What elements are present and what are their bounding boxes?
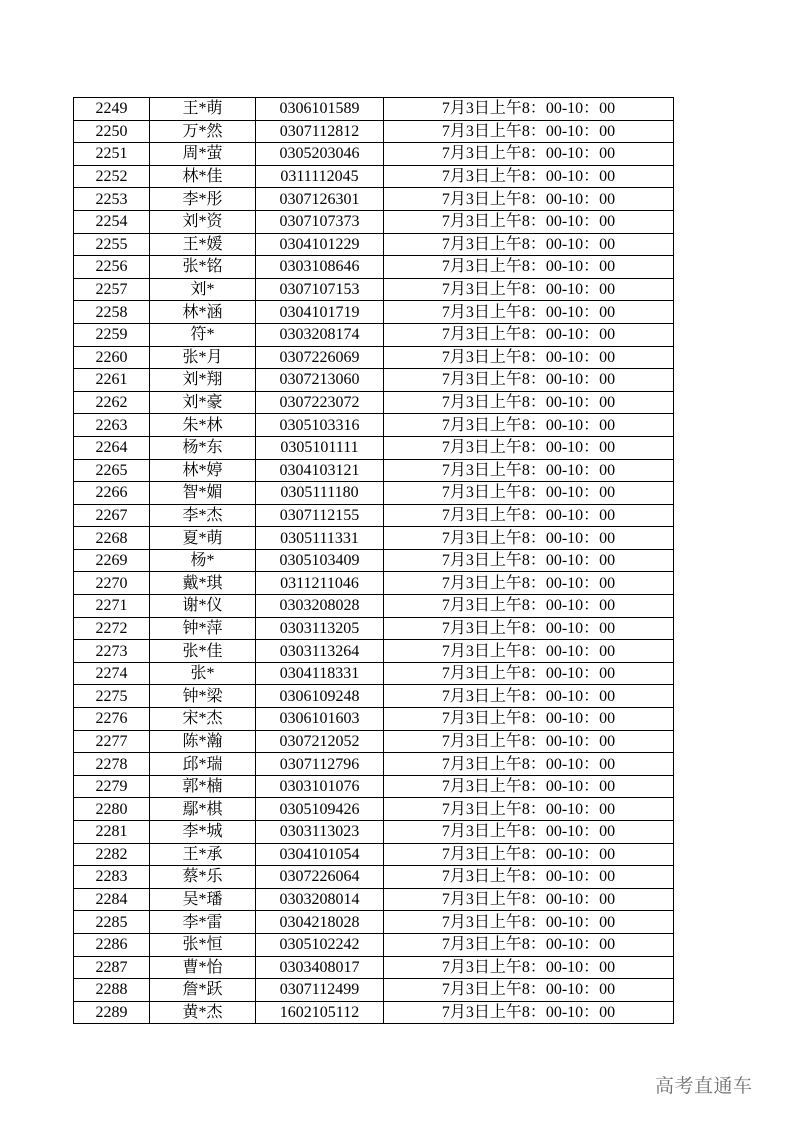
student-name-cell: 刘*豪	[150, 391, 256, 414]
student-name-cell: 王*媛	[150, 233, 256, 256]
student-id-cell: 0307107153	[256, 278, 384, 301]
table-row	[74, 188, 674, 211]
exam-time-cell: 7月3日上午8：00-10：00	[384, 482, 674, 505]
student-id-cell: 0303101076	[256, 775, 384, 798]
row-number-cell: 2255	[74, 233, 150, 256]
table-row	[74, 369, 674, 392]
exam-time-cell: 7月3日上午8：00-10：00	[384, 821, 674, 844]
exam-time-cell: 7月3日上午8：00-10：00	[384, 617, 674, 640]
row-number-cell: 2264	[74, 436, 150, 459]
student-name-cell: 张*月	[150, 346, 256, 369]
student-name-cell: 李*雷	[150, 911, 256, 934]
student-name-cell: 朱*林	[150, 414, 256, 437]
table-row	[74, 482, 674, 505]
table-row	[74, 911, 674, 934]
table-row	[74, 888, 674, 911]
student-name-cell: 周*萤	[150, 143, 256, 166]
table-row	[74, 979, 674, 1002]
table-row	[74, 459, 674, 482]
row-number-cell: 2265	[74, 459, 150, 482]
student-id-cell: 0306109248	[256, 685, 384, 708]
table-row	[74, 617, 674, 640]
row-number-cell: 2258	[74, 301, 150, 324]
student-name-cell: 符*	[150, 323, 256, 346]
student-id-cell: 0311112045	[256, 165, 384, 188]
exam-time-cell: 7月3日上午8：00-10：00	[384, 278, 674, 301]
exam-time-cell: 7月3日上午8：00-10：00	[384, 685, 674, 708]
row-number-cell: 2271	[74, 595, 150, 618]
student-name-cell: 戴*琪	[150, 572, 256, 595]
student-name-cell: 夏*萌	[150, 527, 256, 550]
row-number-cell: 2282	[74, 843, 150, 866]
student-id-cell: 0307107373	[256, 210, 384, 233]
exam-time-cell: 7月3日上午8：00-10：00	[384, 120, 674, 143]
student-id-cell: 0307112796	[256, 753, 384, 776]
student-name-cell: 鄢*棋	[150, 798, 256, 821]
exam-time-cell: 7月3日上午8：00-10：00	[384, 595, 674, 618]
row-number-cell: 2261	[74, 369, 150, 392]
exam-time-cell: 7月3日上午8：00-10：00	[384, 210, 674, 233]
student-name-cell: 李*城	[150, 821, 256, 844]
row-number-cell: 2273	[74, 640, 150, 663]
student-id-cell: 0304118331	[256, 662, 384, 685]
row-number-cell: 2252	[74, 165, 150, 188]
student-id-cell: 0307223072	[256, 391, 384, 414]
exam-time-cell: 7月3日上午8：00-10：00	[384, 188, 674, 211]
student-name-cell: 李*彤	[150, 188, 256, 211]
table-row	[74, 753, 674, 776]
table-row	[74, 143, 674, 166]
table-row	[74, 866, 674, 889]
table-row	[74, 595, 674, 618]
table-row	[74, 256, 674, 279]
row-number-cell: 2276	[74, 708, 150, 731]
table-row	[74, 210, 674, 233]
table-row	[74, 730, 674, 753]
table-row	[74, 933, 674, 956]
student-id-cell: 0304101054	[256, 843, 384, 866]
exam-time-cell: 7月3日上午8：00-10：00	[384, 391, 674, 414]
row-number-cell: 2250	[74, 120, 150, 143]
exam-time-cell: 7月3日上午8：00-10：00	[384, 775, 674, 798]
row-number-cell: 2262	[74, 391, 150, 414]
student-name-cell: 杨*	[150, 549, 256, 572]
student-id-cell: 0305101111	[256, 436, 384, 459]
exam-time-cell: 7月3日上午8：00-10：00	[384, 323, 674, 346]
student-id-cell: 1602105112	[256, 1001, 384, 1024]
student-name-cell: 林*佳	[150, 165, 256, 188]
exam-time-cell: 7月3日上午8：00-10：00	[384, 798, 674, 821]
student-id-cell: 0303113264	[256, 640, 384, 663]
student-id-cell: 0305111331	[256, 527, 384, 550]
exam-time-cell: 7月3日上午8：00-10：00	[384, 165, 674, 188]
exam-time-cell: 7月3日上午8：00-10：00	[384, 233, 674, 256]
student-id-cell: 0303208014	[256, 888, 384, 911]
row-number-cell: 2254	[74, 210, 150, 233]
table-row	[74, 685, 674, 708]
table-row	[74, 278, 674, 301]
student-id-cell: 0307213060	[256, 369, 384, 392]
row-number-cell: 2270	[74, 572, 150, 595]
row-number-cell: 2289	[74, 1001, 150, 1024]
student-name-cell: 陈*瀚	[150, 730, 256, 753]
student-id-cell: 0305203046	[256, 143, 384, 166]
student-name-cell: 谢*仪	[150, 595, 256, 618]
student-id-cell: 0304101719	[256, 301, 384, 324]
student-id-cell: 0304103121	[256, 459, 384, 482]
table-row	[74, 549, 674, 572]
student-id-cell: 0305103409	[256, 549, 384, 572]
student-name-cell: 詹*跃	[150, 979, 256, 1002]
student-name-cell: 杨*东	[150, 436, 256, 459]
table-row	[74, 504, 674, 527]
table-row	[74, 572, 674, 595]
exam-time-cell: 7月3日上午8：00-10：00	[384, 346, 674, 369]
exam-time-cell: 7月3日上午8：00-10：00	[384, 504, 674, 527]
student-id-cell: 0306101603	[256, 708, 384, 731]
row-number-cell: 2256	[74, 256, 150, 279]
exam-time-cell: 7月3日上午8：00-10：00	[384, 572, 674, 595]
row-number-cell: 2281	[74, 821, 150, 844]
table-row	[74, 165, 674, 188]
exam-schedule-body	[74, 98, 674, 1024]
exam-time-cell: 7月3日上午8：00-10：00	[384, 143, 674, 166]
exam-time-cell: 7月3日上午8：00-10：00	[384, 369, 674, 392]
student-name-cell: 王*承	[150, 843, 256, 866]
student-name-cell: 吴*璠	[150, 888, 256, 911]
table-row	[74, 98, 674, 121]
exam-time-cell: 7月3日上午8：00-10：00	[384, 866, 674, 889]
exam-time-cell: 7月3日上午8：00-10：00	[384, 730, 674, 753]
table-row	[74, 775, 674, 798]
exam-time-cell: 7月3日上午8：00-10：00	[384, 98, 674, 121]
exam-time-cell: 7月3日上午8：00-10：00	[384, 414, 674, 437]
watermark-text: 高考直通车	[655, 1075, 753, 1097]
student-id-cell: 0303208028	[256, 595, 384, 618]
student-id-cell: 0305111180	[256, 482, 384, 505]
student-name-cell: 刘*资	[150, 210, 256, 233]
student-id-cell: 0303113205	[256, 617, 384, 640]
exam-time-cell: 7月3日上午8：00-10：00	[384, 527, 674, 550]
student-name-cell: 郭*楠	[150, 775, 256, 798]
table-row	[74, 956, 674, 979]
row-number-cell: 2269	[74, 549, 150, 572]
student-name-cell: 万*然	[150, 120, 256, 143]
row-number-cell: 2263	[74, 414, 150, 437]
table-row	[74, 821, 674, 844]
table-row	[74, 436, 674, 459]
exam-time-cell: 7月3日上午8：00-10：00	[384, 436, 674, 459]
student-id-cell: 0307112155	[256, 504, 384, 527]
row-number-cell: 2251	[74, 143, 150, 166]
exam-schedule-table	[73, 97, 674, 1024]
table-row	[74, 414, 674, 437]
row-number-cell: 2287	[74, 956, 150, 979]
row-number-cell: 2279	[74, 775, 150, 798]
student-name-cell: 张*佳	[150, 640, 256, 663]
student-id-cell: 0305103316	[256, 414, 384, 437]
row-number-cell: 2283	[74, 866, 150, 889]
student-name-cell: 张*	[150, 662, 256, 685]
exam-time-cell: 7月3日上午8：00-10：00	[384, 549, 674, 572]
row-number-cell: 2277	[74, 730, 150, 753]
table-row	[74, 323, 674, 346]
exam-time-cell: 7月3日上午8：00-10：00	[384, 459, 674, 482]
student-id-cell: 0307226064	[256, 866, 384, 889]
exam-time-cell: 7月3日上午8：00-10：00	[384, 662, 674, 685]
row-number-cell: 2286	[74, 933, 150, 956]
student-name-cell: 钟*萍	[150, 617, 256, 640]
row-number-cell: 2274	[74, 662, 150, 685]
exam-time-cell: 7月3日上午8：00-10：00	[384, 933, 674, 956]
table-row	[74, 301, 674, 324]
student-id-cell: 0307226069	[256, 346, 384, 369]
exam-time-cell: 7月3日上午8：00-10：00	[384, 301, 674, 324]
student-name-cell: 林*涵	[150, 301, 256, 324]
exam-time-cell: 7月3日上午8：00-10：00	[384, 708, 674, 731]
student-name-cell: 张*恒	[150, 933, 256, 956]
student-id-cell: 0305109426	[256, 798, 384, 821]
student-id-cell: 0303408017	[256, 956, 384, 979]
row-number-cell: 2278	[74, 753, 150, 776]
row-number-cell: 2272	[74, 617, 150, 640]
student-id-cell: 0304218028	[256, 911, 384, 934]
student-name-cell: 曹*怡	[150, 956, 256, 979]
student-id-cell: 0307212052	[256, 730, 384, 753]
row-number-cell: 2257	[74, 278, 150, 301]
table-row	[74, 233, 674, 256]
exam-time-cell: 7月3日上午8：00-10：00	[384, 256, 674, 279]
exam-time-cell: 7月3日上午8：00-10：00	[384, 911, 674, 934]
student-id-cell: 0306101589	[256, 98, 384, 121]
table-row	[74, 120, 674, 143]
student-id-cell: 0303113023	[256, 821, 384, 844]
row-number-cell: 2260	[74, 346, 150, 369]
row-number-cell: 2249	[74, 98, 150, 121]
table-row	[74, 346, 674, 369]
student-id-cell: 0307112499	[256, 979, 384, 1002]
student-name-cell: 黄*杰	[150, 1001, 256, 1024]
student-id-cell: 0311211046	[256, 572, 384, 595]
row-number-cell: 2275	[74, 685, 150, 708]
exam-time-cell: 7月3日上午8：00-10：00	[384, 1001, 674, 1024]
student-name-cell: 刘*	[150, 278, 256, 301]
table-row	[74, 1001, 674, 1024]
exam-time-cell: 7月3日上午8：00-10：00	[384, 640, 674, 663]
student-name-cell: 蔡*乐	[150, 866, 256, 889]
student-name-cell: 王*萌	[150, 98, 256, 121]
row-number-cell: 2259	[74, 323, 150, 346]
row-number-cell: 2285	[74, 911, 150, 934]
row-number-cell: 2253	[74, 188, 150, 211]
table-row	[74, 527, 674, 550]
student-name-cell: 刘*翔	[150, 369, 256, 392]
exam-time-cell: 7月3日上午8：00-10：00	[384, 843, 674, 866]
row-number-cell: 2268	[74, 527, 150, 550]
row-number-cell: 2288	[74, 979, 150, 1002]
row-number-cell: 2280	[74, 798, 150, 821]
table-row	[74, 640, 674, 663]
student-name-cell: 钟*梁	[150, 685, 256, 708]
table-row	[74, 843, 674, 866]
student-id-cell: 0303108646	[256, 256, 384, 279]
exam-time-cell: 7月3日上午8：00-10：00	[384, 979, 674, 1002]
student-id-cell: 0303208174	[256, 323, 384, 346]
exam-time-cell: 7月3日上午8：00-10：00	[384, 888, 674, 911]
table-row	[74, 391, 674, 414]
student-name-cell: 林*婷	[150, 459, 256, 482]
row-number-cell: 2267	[74, 504, 150, 527]
student-name-cell: 张*铭	[150, 256, 256, 279]
row-number-cell: 2284	[74, 888, 150, 911]
exam-time-cell: 7月3日上午8：00-10：00	[384, 956, 674, 979]
exam-time-cell: 7月3日上午8：00-10：00	[384, 753, 674, 776]
student-name-cell: 智*媚	[150, 482, 256, 505]
student-name-cell: 邱*瑞	[150, 753, 256, 776]
student-name-cell: 李*杰	[150, 504, 256, 527]
student-id-cell: 0307112812	[256, 120, 384, 143]
student-id-cell: 0305102242	[256, 933, 384, 956]
table-row	[74, 798, 674, 821]
row-number-cell: 2266	[74, 482, 150, 505]
student-id-cell: 0307126301	[256, 188, 384, 211]
student-id-cell: 0304101229	[256, 233, 384, 256]
table-row	[74, 708, 674, 731]
table-row	[74, 662, 674, 685]
student-name-cell: 宋*杰	[150, 708, 256, 731]
